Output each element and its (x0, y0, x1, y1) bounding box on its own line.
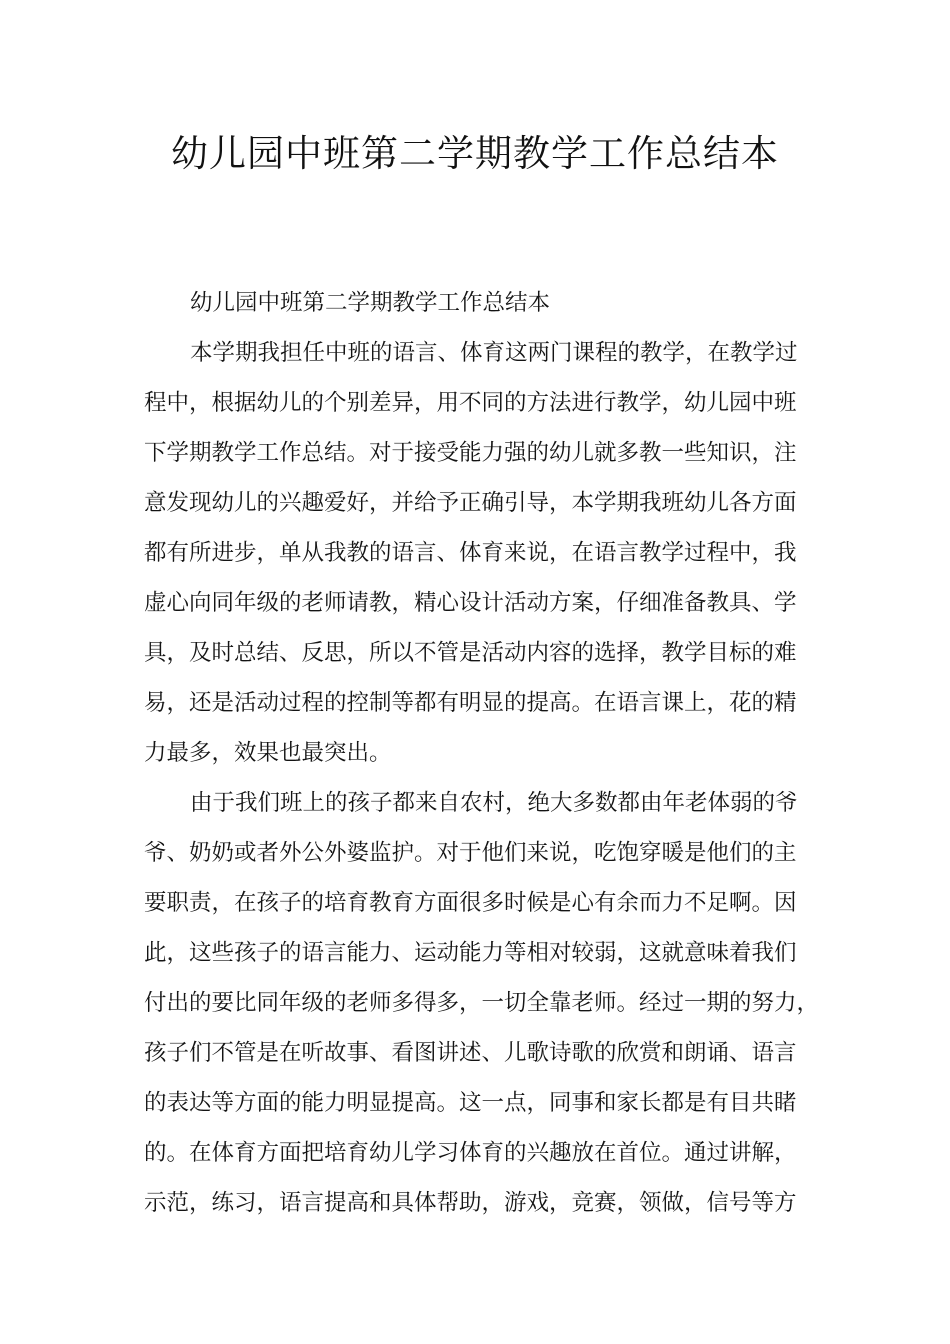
text-line: 要职责，在孩子的培育教育方面很多时候是心有余而力不足啊。因 (144, 890, 797, 916)
text-line: 此，这些孩子的语言能力、运动能力等相对较弱，这就意味着我们 (144, 940, 797, 966)
text-line: 爷、奶奶或者外公外婆监护。对于他们来说，吃饱穿暖是他们的主 (144, 840, 797, 866)
text-line: 示范，练习，语言提高和具体帮助，游戏，竞赛，领做，信号等方 (144, 1190, 797, 1216)
text-line: 孩子们不管是在听故事、看图讲述、儿歌诗歌的欣赏和朗诵、语言 (144, 1040, 797, 1066)
text-line: 本学期我担任中班的语言、体育这两门课程的教学，在教学过 (190, 340, 798, 366)
text-line: 力最多，效果也最突出。 (144, 740, 392, 766)
text-line: 都有所进步，单从我教的语言、体育来说，在语言教学过程中，我 (144, 540, 797, 566)
document-title: 幼儿园中班第二学期教学工作总结本 (171, 132, 779, 175)
text-line: 的表达等方面的能力明显提高。这一点，同事和家长都是有目共睹 (144, 1090, 797, 1116)
text-line: 付出的要比同年级的老师多得多，一切全靠老师。经过一期的努力， (144, 990, 820, 1016)
text-line: 由于我们班上的孩子都来自农村，绝大多数都由年老体弱的爷 (190, 790, 798, 816)
text-line: 下学期教学工作总结。对于接受能力强的幼儿就多教一些知识，注 (144, 440, 797, 466)
text-line: 具，及时总结、反思，所以不管是活动内容的选择，教学目标的难 (144, 640, 797, 666)
text-line: 幼儿园中班第二学期教学工作总结本 (190, 290, 551, 316)
text-line: 易，还是活动过程的控制等都有明显的提高。在语言课上，花的精 (144, 690, 797, 716)
document-body (144, 278, 820, 1228)
text-line: 的。在体育方面把培育幼儿学习体育的兴趣放在首位。通过讲解， (144, 1140, 797, 1166)
text-line: 意发现幼儿的兴趣爱好，并给予正确引导，本学期我班幼儿各方面 (144, 490, 797, 516)
text-line: 程中，根据幼儿的个别差异，用不同的方法进行教学，幼儿园中班 (144, 390, 797, 416)
text-line: 虚心向同年级的老师请教，精心设计活动方案，仔细准备教具、学 (144, 590, 797, 616)
